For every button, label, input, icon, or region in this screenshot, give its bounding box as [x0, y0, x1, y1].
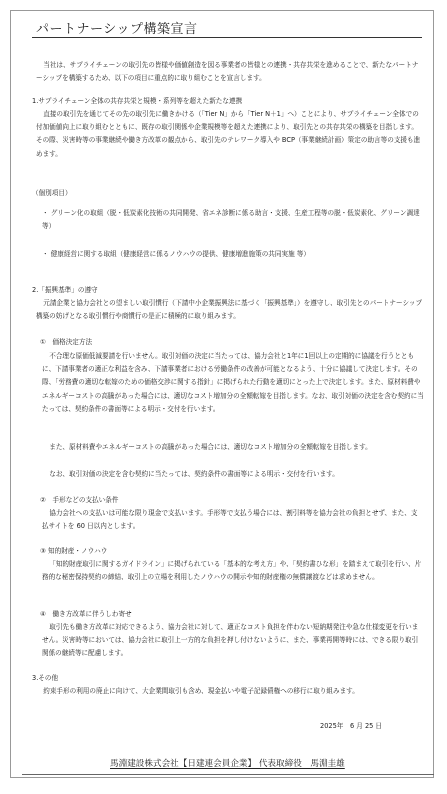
section-1-items-label: （個別項目） — [32, 189, 72, 197]
section-3-body: 約束手形の利用の廃止に向けて、大企業間取引も含め、現金払いや電子記録債権への移行に取り組みます。 — [43, 687, 359, 695]
section-2-1-heading: ① 価格決定方法 — [40, 338, 93, 346]
section-2-3-body: 「知的財産取引に関するガイドライン」に掲げられている「基本的な考え方」や、「契約書ひな形」を踏まえて取引を行い、片務的な秘密保持契約の締結、取引上の立場を利用したノウハウの開示や知的財産権の無償譲渡などは求めません。 — [42, 560, 422, 582]
signature-line: 馬淵建設株式会社【日建連会員企業】 代表取締役 馬淵圭雄 — [110, 759, 345, 769]
section-1-body: 直接の取引先を通じてその先の取引先に働きかける（「Tier N」から「Tier N＋1」へ）ことにより、サプライチェーン全体での付加価値向上に取り組むとともに、既存の取引関係や企業規模等を超えた連携により、取引先との共存共栄の構築を目指します。その際、災害時等の事業継続や働き方改革の観点から、取引先のテレワーク導入や BCP（事業継続計画）策定の助言等の支援も進めます。 — [36, 110, 421, 158]
section-2-3-heading: ③ 知的財産・ノウハウ — [40, 547, 108, 555]
bottom-rule — [22, 774, 434, 775]
declaration-date: 2025年 6 月 25 日 — [320, 722, 383, 730]
section-1-item-health: ・ 健康経営に関する取組（健康経営に係るノウハウの提供、健康増進施策の共同実施 等） — [42, 250, 310, 258]
section-2-1-paragraph-2: また、原材料費やエネルギーコストの高騰があった場合には、適切なコスト増加分の全額転嫁を目指します。 — [49, 443, 372, 451]
page-title: パートナーシップ構築宣言 — [36, 22, 198, 37]
section-2-4-body: 取引先も働き方改革に対応できるよう、協力会社に対して、適正なコスト負担を伴わない短納期発注や急な仕様変更を行いません。災害時等においては、協力会社に取引上一方的な負担を押し付けないように、また、事業再開等時には、できる限り取引関係の継続等に配慮します。 — [42, 623, 419, 658]
section-2-2-heading: ② 手形などの支払い条件 — [40, 496, 119, 504]
section-2-heading: 2.「振興基準」の遵守 — [32, 286, 98, 294]
section-1-item-green: ・ グリーン化の取組（脱・低炭素化技術の共同開発、省エネ診断に係る助言・支援、生産工程等の脱・低炭素化、グリーン調達 等） — [42, 209, 420, 231]
intro-paragraph: 当社は、サプライチェーンの取引先の皆様や価値創造を図る事業者の皆様との連携・共存共栄を進めることで、新たなパートナーシップを構築するため、以下の項目に重点的に取り組むことを宣言します。 — [36, 61, 419, 83]
title-underline — [32, 37, 422, 38]
section-2-4-heading: ④ 働き方改革に伴うしわ寄せ — [40, 610, 132, 618]
section-2-body: 元請企業と協力会社との望ましい取引慣行（下請中小企業振興法に基づく「振興基準」）を遵守し、取引先とのパートナーシップ構築の妨げとなる取引慣行や商慣行の是正に積極的に取り組みます。 — [36, 299, 423, 321]
section-2-2-body: 協力会社への支払いは可能な限り現金で支払います。手形等で支払う場合には、割引料等を協力会社の負担とせず、また、支払サイトを 60 日以内とします。 — [42, 509, 418, 531]
section-2-1-paragraph-1: 不合理な原価低減要請を行いません。取引対価の決定に当たっては、協力会社と1年に1回以上の定期的に協議を行うとともに、下請事業者の適正な利益を含み、下請事業者における労働条件の改善が可能となるよう、十分に協議して決定します。その際、「労務費の適切な転嫁のための価格交渉に関する指針」に掲げられた行動を適切にとった上で決定します。また、原材料費やエネルギーコストの高騰があった場合には、適切なコスト増加分の全額転嫁を目指します。なお、取引対価の決定を含む契約に当たっては、契約条件の書面等による明示・交付を行います。 — [42, 352, 424, 413]
section-1-heading: 1.サプライチェーン全体の共存共栄と規模・系列等を超えた新たな連携 — [32, 97, 243, 105]
section-2-1-paragraph-3: なお、取引対価の決定を含む契約に当たっては、契約条件の書面等による明示・交付を行います。 — [49, 470, 339, 478]
section-3-heading: 3.その他 — [32, 674, 59, 682]
